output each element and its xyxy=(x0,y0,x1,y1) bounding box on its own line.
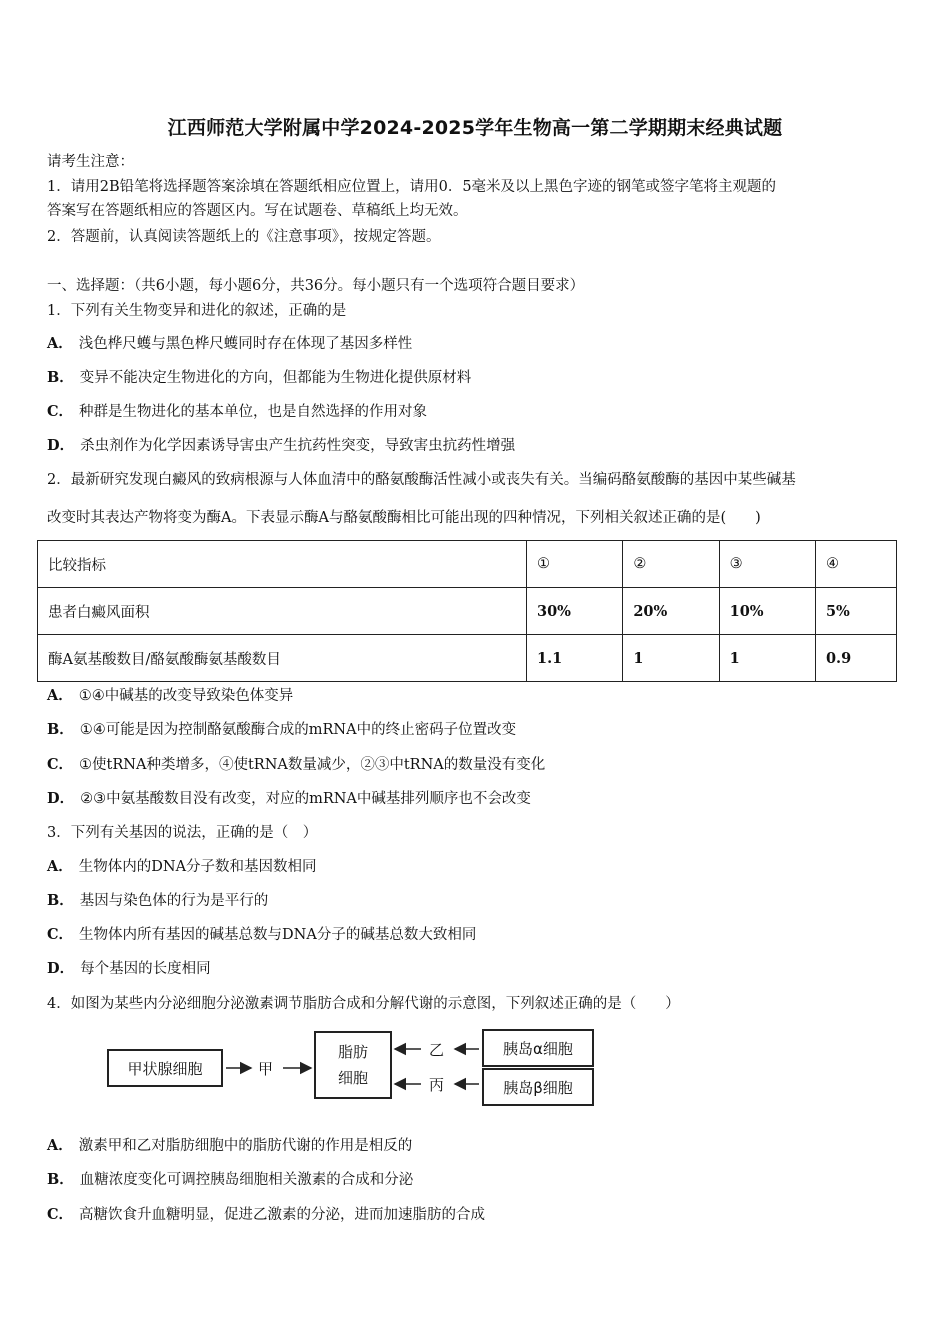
notice-item-1-cont: 答案写在答题纸相应的答题区内。写在试题卷、草稿纸上均无效。 xyxy=(47,203,468,219)
hormone-bing-label: 丙 xyxy=(429,1076,445,1094)
q4-option-a[interactable]: A． 激素甲和乙对脂肪细胞中的脂肪代谢的作用是相反的 xyxy=(47,1137,413,1154)
question-4-stem: 4．如图为某些内分泌细胞分泌激素调节脂肪合成和分解代谢的示意图，下列叙述正确的是（ ） xyxy=(47,996,680,1012)
q2-option-b[interactable]: B． ①④可能是因为控制酪氨酸酶合成的mRNA中的终止密码子位置改变 xyxy=(47,721,517,738)
table-cell: 10% xyxy=(719,588,815,635)
notice-item-1: 1．请用2B铅笔将选择题答案涂填在答题纸相应位置上，请用0．5毫米及以上黑色字迹的钢笔或签字笔将主观题的 xyxy=(47,179,777,195)
table-cell: 1 xyxy=(719,635,815,682)
table-header-cell: 比较指标 xyxy=(38,541,527,588)
table-header-cell: ③ xyxy=(719,541,815,588)
question-2-stem-cont: 改变时其表达产物将变为酶A。下表显示酶A与酪氨酸酶相比可能出现的四种情况，下列相关叙述正确的是( ) xyxy=(47,510,761,526)
q3-option-b[interactable]: B． 基因与染色体的行为是平行的 xyxy=(47,892,269,909)
table-header-cell: ④ xyxy=(815,541,896,588)
q2-option-d[interactable]: D． ②③中氨基酸数目没有改变，对应的mRNA中碱基排列顺序也不会改变 xyxy=(47,790,531,807)
table-header-cell: ① xyxy=(527,541,623,588)
q3-option-a[interactable]: A． 生物体内的DNA分子数和基因数相同 xyxy=(47,858,317,875)
table-cell: 20% xyxy=(623,588,719,635)
islet-beta-cell-box: 胰岛β细胞 xyxy=(482,1068,594,1106)
question-2-stem: 2．最新研究发现白癜风的致病根源与人体血清中的酪氨酸酶活性减小或丧失有关。当编码酪氨酸酶的基因中某些碱基 xyxy=(47,472,796,488)
q1-option-d[interactable]: D． 杀虫剂作为化学因素诱导害虫产生抗药性突变，导致害虫抗药性增强 xyxy=(47,437,516,454)
q2-option-a[interactable]: A． ①④中碱基的改变导致染色体变异 xyxy=(47,687,294,704)
notice-heading: 请考生注意： xyxy=(47,154,134,170)
q2-option-c[interactable]: C． ①使tRNA种类增多，④使tRNA数量减少，②③中tRNA的数量没有变化 xyxy=(47,756,546,773)
table-cell: 酶A氨基酸数目/酪氨酸酶氨基酸数目 xyxy=(38,635,527,682)
q1-option-b[interactable]: B． 变异不能决定生物进化的方向，但都能为生物进化提供原材料 xyxy=(47,369,472,386)
table-cell: 患者白癜风面积 xyxy=(38,588,527,635)
q4-option-c[interactable]: C． 高糖饮食升血糖明显，促进乙激素的分泌，进而加速脂肪的合成 xyxy=(47,1206,486,1223)
fat-cell-label: 脂肪 xyxy=(337,1043,368,1061)
q1-option-c[interactable]: C． 种群是生物进化的基本单位，也是自然选择的作用对象 xyxy=(47,403,428,420)
page-title: 江西师范大学附属中学2024-2025学年生物高一第二学期期末经典试题 xyxy=(167,117,783,139)
section-heading: 一、选择题：（共6小题，每小题6分，共36分。每小题只有一个选项符合题目要求） xyxy=(47,278,585,294)
table-cell: 1.1 xyxy=(527,635,623,682)
question-1-stem: 1．下列有关生物变异和进化的叙述，正确的是 xyxy=(47,303,347,319)
table-cell: 5% xyxy=(815,588,896,635)
hormone-jia-label: 甲 xyxy=(258,1060,274,1078)
table-cell: 0.9 xyxy=(815,635,896,682)
thyroid-cell-box: 甲状腺细胞 xyxy=(107,1049,223,1087)
table-cell: 30% xyxy=(527,588,623,635)
fat-cell-box xyxy=(314,1031,392,1099)
q3-option-d[interactable]: D． 每个基因的长度相同 xyxy=(47,960,211,977)
notice-item-2: 2．答题前，认真阅读答题纸上的《注意事项》，按规定答题。 xyxy=(47,229,441,245)
islet-alpha-cell-box: 胰岛α细胞 xyxy=(482,1029,594,1067)
q4-option-b[interactable]: B． 血糖浓度变化可调控胰岛细胞相关激素的合成和分泌 xyxy=(47,1171,414,1188)
q3-option-c[interactable]: C． 生物体内所有基因的碱基总数与DNA分子的碱基总数大致相同 xyxy=(47,926,477,943)
table-cell: 1 xyxy=(623,635,719,682)
fat-cell-label-2: 细胞 xyxy=(337,1069,368,1087)
q1-option-a[interactable]: A． 浅色桦尺蠖与黑色桦尺蠖同时存在体现了基因多样性 xyxy=(47,335,413,352)
hormone-yi-label: 乙 xyxy=(429,1041,445,1059)
question-3-stem: 3．下列有关基因的说法，正确的是（ ） xyxy=(47,825,318,841)
table-header-cell: ② xyxy=(623,541,719,588)
